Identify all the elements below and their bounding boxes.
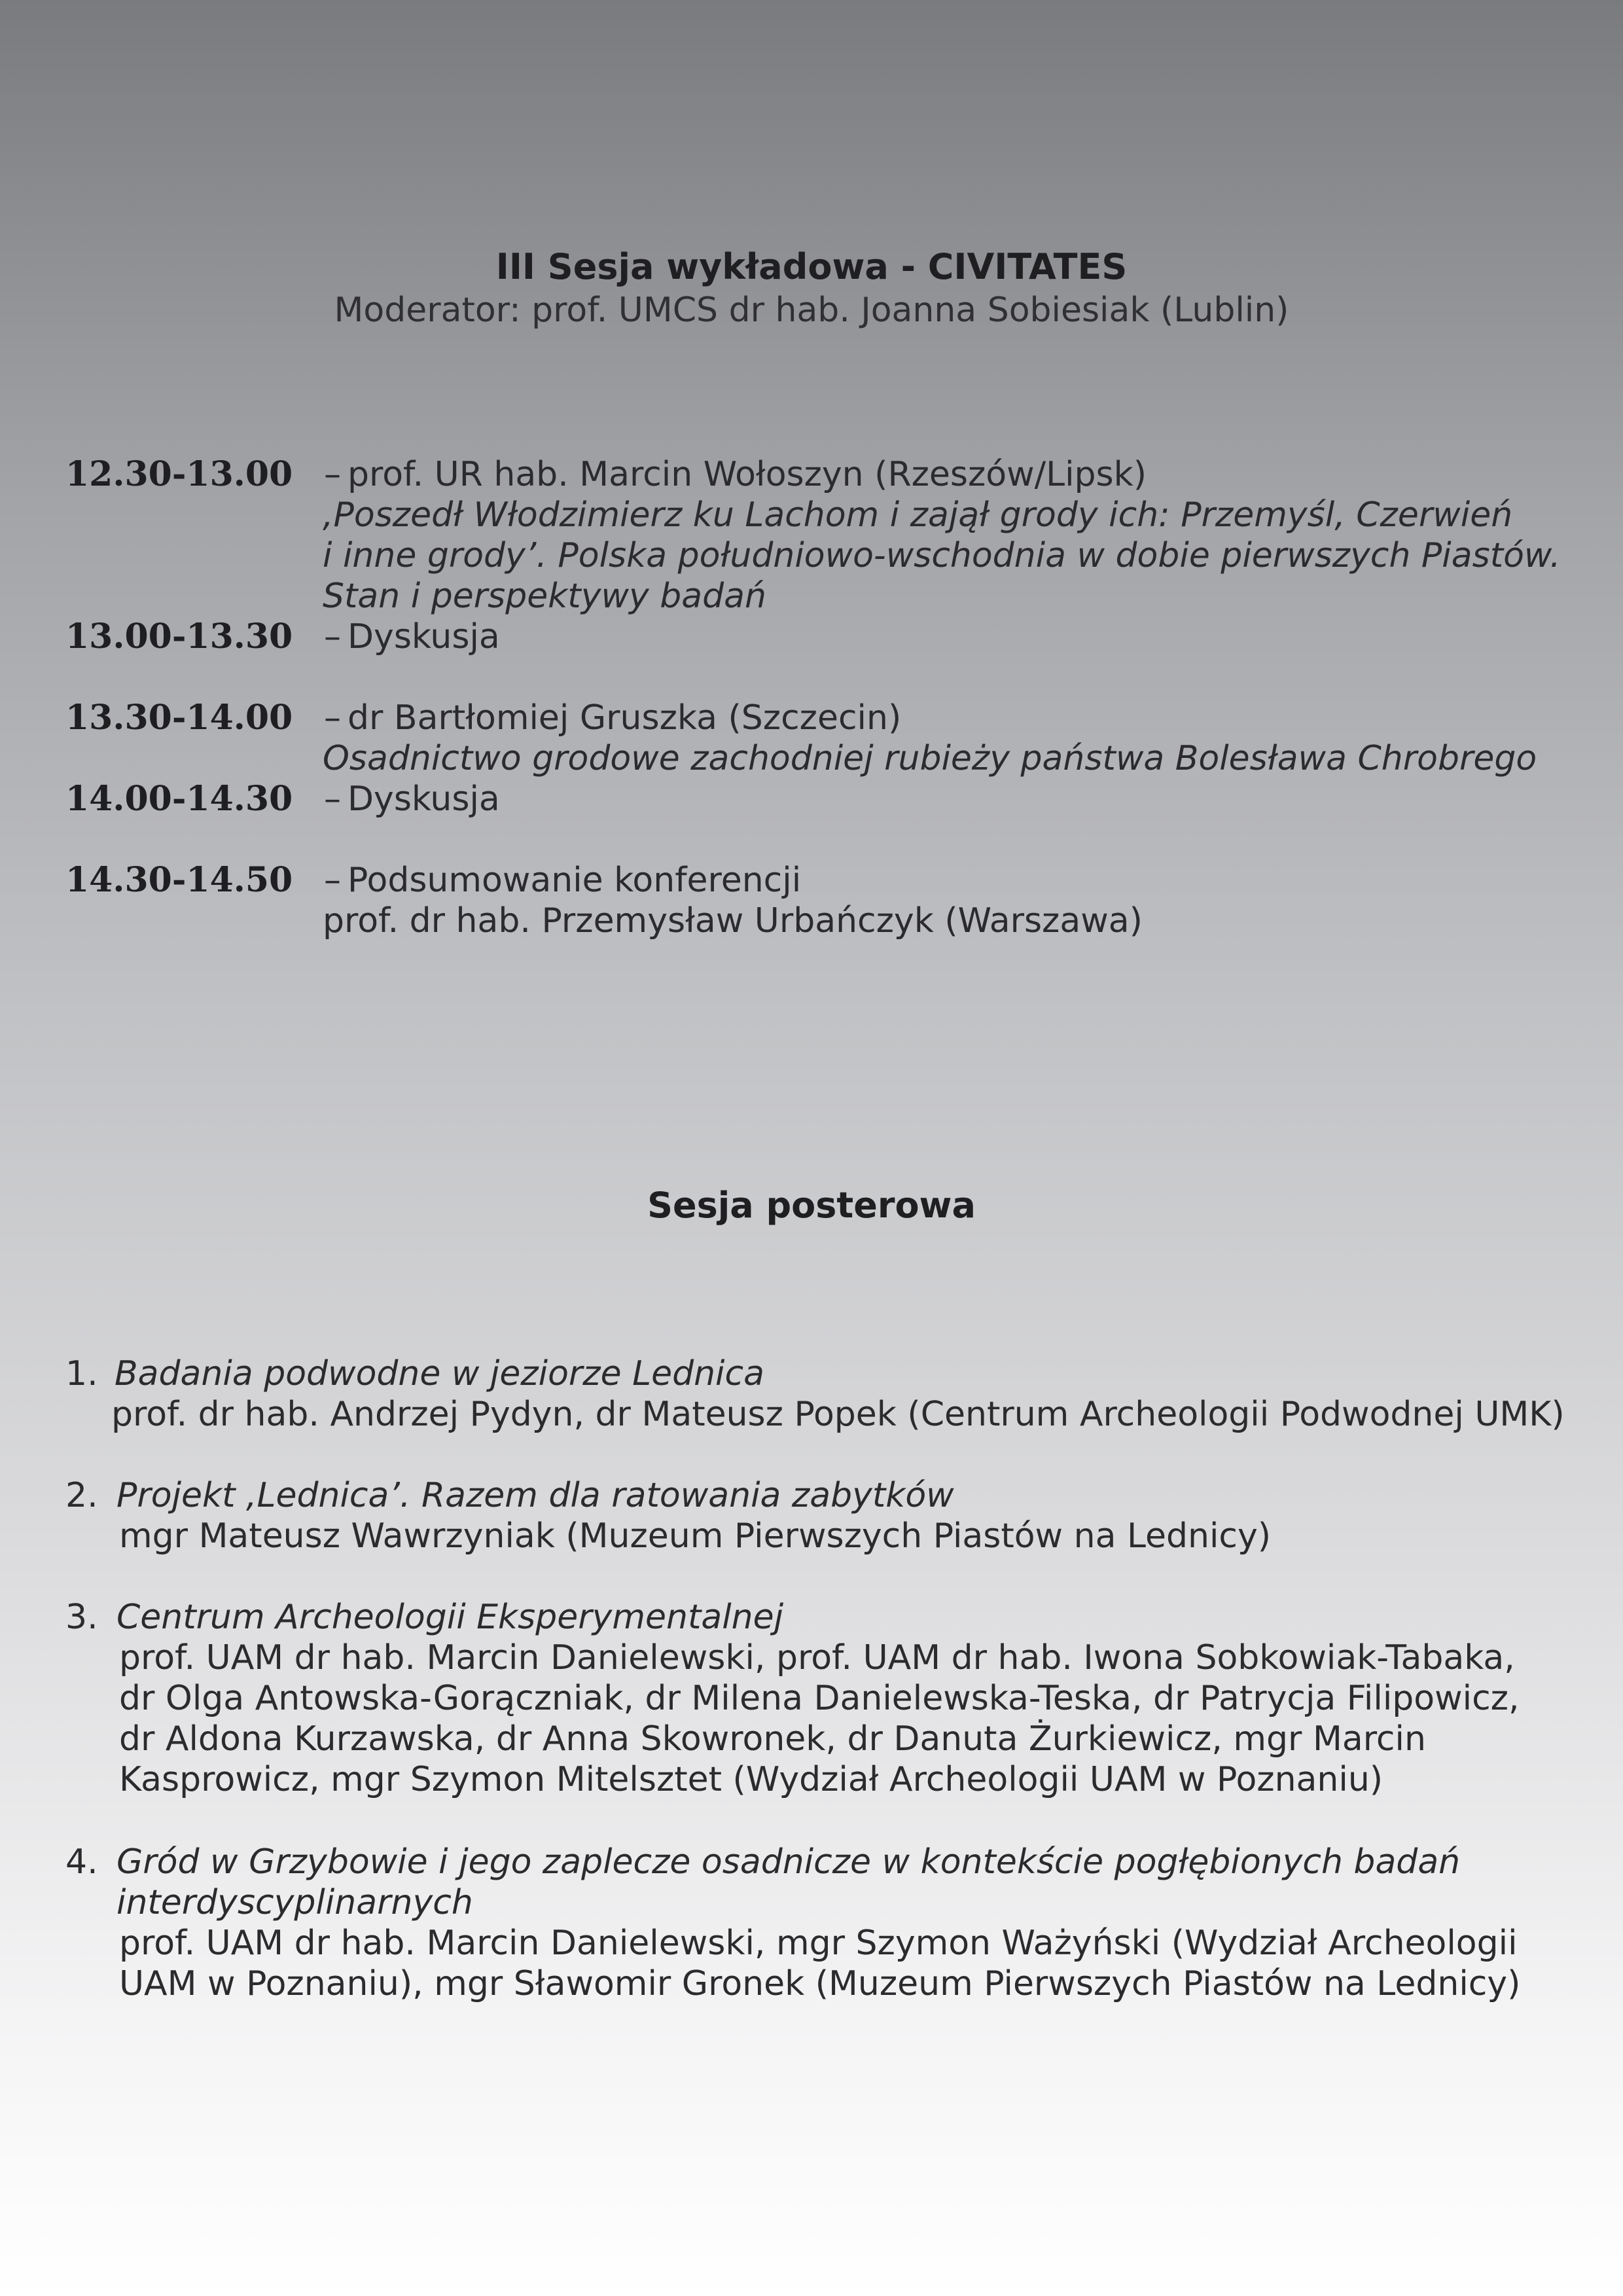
poster-item-number: 1.	[65, 1354, 98, 1393]
program-time: 14.30-14.50	[65, 860, 293, 900]
program-dash: –	[324, 861, 341, 900]
poster-item-title: Gród w Grzybowie i jego zaplecze osadnicze w kontekście pogłębionych badań	[116, 1842, 1461, 1882]
poster-item-authors: prof. UAM dr hab. Marcin Danielewski, prof. UAM dr hab. Iwona Sobkowiak-Tabaka,	[119, 1638, 1515, 1677]
poster-item-authors: dr Aldona Kurzawska, dr Anna Skowronek, dr Danuta Żurkiewicz, mgr Marcin	[119, 1719, 1426, 1759]
poster-item-title: Centrum Archeologii Eksperymentalnej	[116, 1598, 784, 1637]
program-label: Dyskusja	[348, 780, 500, 819]
poster-item-title: Projekt ‚Lednica’. Razem dla ratowania zabytków	[116, 1476, 954, 1515]
program-time: 12.30-13.00	[65, 454, 293, 494]
program-title-line: Stan i perspektywy badań	[323, 577, 767, 616]
program-sub-line: prof. dr hab. Przemysław Urbańczyk (Warszawa)	[323, 901, 1143, 941]
program-title-line: i inne grody’. Polska południowo-wschodnia w dobie pierwszych Piastów.	[323, 536, 1561, 575]
poster-item-authors: mgr Mateusz Wawrzyniak (Muzeum Pierwszych Piastów na Lednicy)	[119, 1516, 1272, 1556]
poster-session-title: Sesja posterowa	[647, 1185, 976, 1226]
program-title-line: ‚Poszedł Włodzimierz ku Lachom i zajął grody ich: Przemyśl, Czerwień	[323, 495, 1513, 535]
program-row	[65, 617, 500, 657]
program-speaker: dr Bartłomiej Gruszka (Szczecin)	[348, 698, 902, 738]
poster-item-authors: dr Olga Antowska-Gorączniak, dr Milena Danielewska-Teska, dr Patrycja Filipowicz,	[119, 1679, 1520, 1718]
poster-item-number: 3.	[65, 1598, 98, 1637]
program-time: 14.00-14.30	[65, 779, 293, 819]
program-row	[65, 698, 901, 738]
session-title: III Sesja wykładowa - CIVITATES	[495, 246, 1128, 287]
program-speaker: prof. UR hab. Marcin Wołoszyn (Rzeszów/Lipsk)	[348, 455, 1147, 494]
program-dash: –	[324, 698, 341, 738]
program-label: Dyskusja	[348, 617, 500, 656]
poster-item-title: Badania podwodne w jeziorze Lednica	[115, 1354, 764, 1393]
poster-item-authors: Kasprowicz, mgr Szymon Mitelsztet (Wydział Archeologii UAM w Poznaniu)	[119, 1760, 1383, 1799]
session-moderator: Moderator: prof. UMCS dr hab. Joanna Sobiesiak (Lublin)	[334, 291, 1289, 330]
poster-item-authors: UAM w Poznaniu), mgr Sławomir Gronek (Muzeum Pierwszych Piastów na Lednicy)	[119, 1964, 1521, 2003]
program-time: 13.30-14.00	[65, 698, 293, 738]
program-dash: –	[324, 617, 341, 656]
program-dash: –	[324, 455, 341, 494]
program-dash: –	[324, 780, 341, 819]
poster-item-authors: prof. dr hab. Andrzej Pydyn, dr Mateusz Popek (Centrum Archeologii Podwodnej UMK)	[111, 1395, 1565, 1434]
program-label: Podsumowanie konferencji	[348, 861, 802, 900]
program-title-line: Osadnictwo grodowe zachodniej rubieży państwa Bolesława Chrobrego	[323, 739, 1537, 778]
program-row	[65, 860, 801, 901]
program-row	[65, 779, 500, 819]
poster-item-number: 2.	[65, 1476, 98, 1515]
poster-item-authors: prof. UAM dr hab. Marcin Danielewski, mgr Szymon Ważyński (Wydział Archeologii	[119, 1924, 1518, 1963]
poster-item-title: interdyscyplinarnych	[116, 1883, 473, 1922]
program-row	[65, 454, 1147, 495]
poster-item-number: 4.	[65, 1842, 98, 1882]
program-time: 13.00-13.30	[65, 617, 293, 656]
